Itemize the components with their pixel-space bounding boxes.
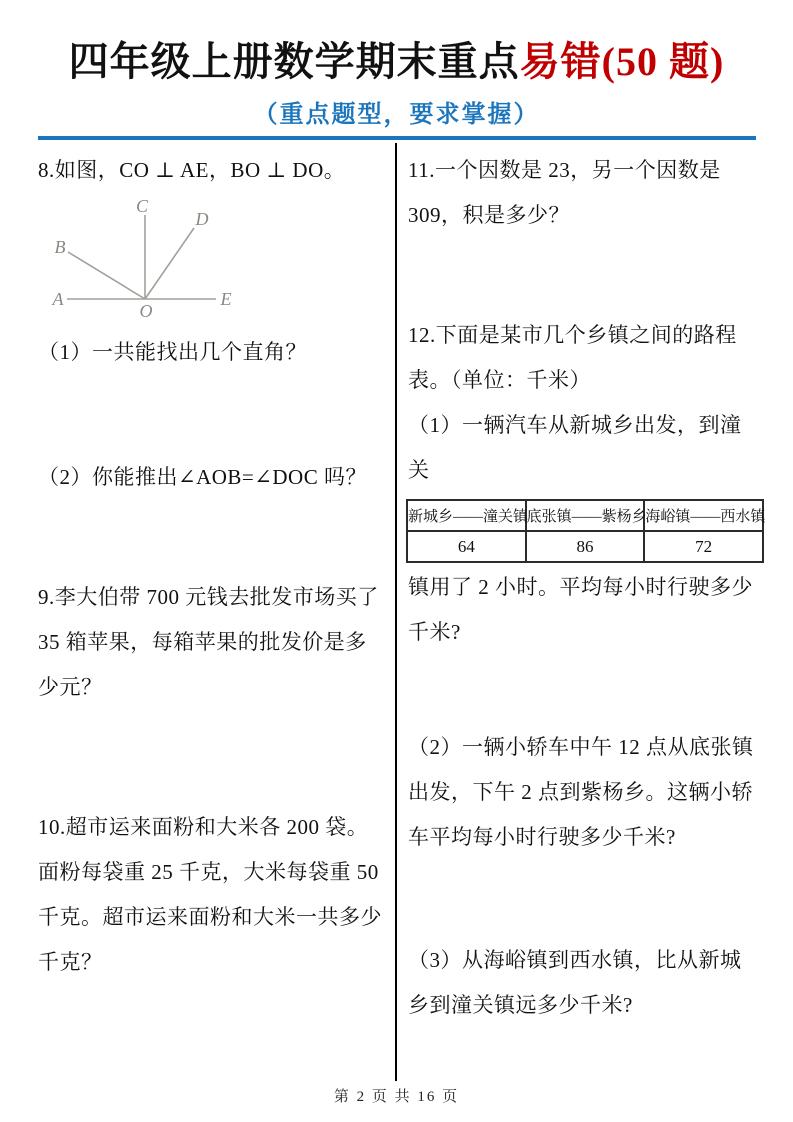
question-11-text: 11.一个因数是 23，另一个因数是 309，积是多少？ (408, 158, 721, 227)
page-subtitle: （重点题型，要求掌握） (253, 102, 540, 128)
question-8-sub1: （1）一共能找出几个直角？ (38, 340, 307, 364)
question-12-sub1-before: （1）一辆汽车从新城乡出发，到潼关 (408, 413, 742, 482)
header-rule (38, 136, 756, 140)
distance-table (406, 499, 764, 563)
distance-table-header: 新城乡——潼关镇 (407, 500, 526, 531)
distance-table-value: 64 (407, 531, 526, 562)
question-12-sub2: （2）一辆小轿车中午 12 点从底张镇出发，下午 2 点到紫杨乡。这辆小轿车平均每小时行驶多少千米? (408, 735, 754, 849)
distance-table-value: 72 (644, 531, 763, 562)
page-header (0, 0, 793, 140)
question-8-text: 8.如图，CO ⊥ AE，BO ⊥ DO。 (38, 158, 346, 182)
figure-label-B: B (54, 237, 66, 257)
page-number: 第 2 页 共 16 页 (333, 1089, 460, 1105)
figure-label-O: O (139, 301, 153, 320)
figure-label-D: D (195, 209, 209, 229)
title-red-part: 易错(50 题) (519, 39, 725, 84)
question-8-sub2: （2）你能推出∠AOB=∠DOC 吗？ (38, 465, 367, 489)
line-OB (68, 252, 145, 299)
distance-table-value-row (407, 531, 763, 562)
question-9-text: 9.李大伯带 700 元钱去批发市场买了 35 箱苹果，每箱苹果的批发价是多少元？ (38, 585, 379, 699)
page-title (0, 38, 793, 86)
distance-table-header: 海峪镇——西水镇 (644, 500, 763, 531)
distance-table-header-row (407, 500, 763, 531)
question-12-sub1-after: 镇用了 2 小时。平均每小时行驶多少千米? (408, 575, 753, 644)
question-12-sub3: （3）从海峪镇到西水镇，比从新城乡到潼关镇远多少千米? (408, 948, 742, 1017)
line-OD (145, 228, 194, 299)
title-black-part: 四年级上册数学期末重点 (68, 39, 520, 84)
right-column (408, 148, 766, 1028)
figure-label-A: A (52, 289, 64, 309)
question-10-text: 10.超市运来面粉和大米各 200 袋。面粉每袋重 25 千克，大米每袋重 50 千克。超市运来面粉和大米一共多少千克？ (38, 815, 382, 974)
distance-table-header: 底张镇——紫杨乡 (526, 500, 645, 531)
column-divider (395, 143, 397, 1081)
distance-table-value: 86 (526, 531, 645, 562)
figure-label-C: C (135, 198, 149, 216)
figure-label-E: E (220, 289, 232, 309)
question-12-intro: 12.下面是某市几个乡镇之间的路程表。（单位：千米） (408, 323, 737, 392)
geometry-figure (44, 198, 254, 320)
left-column (38, 148, 386, 985)
